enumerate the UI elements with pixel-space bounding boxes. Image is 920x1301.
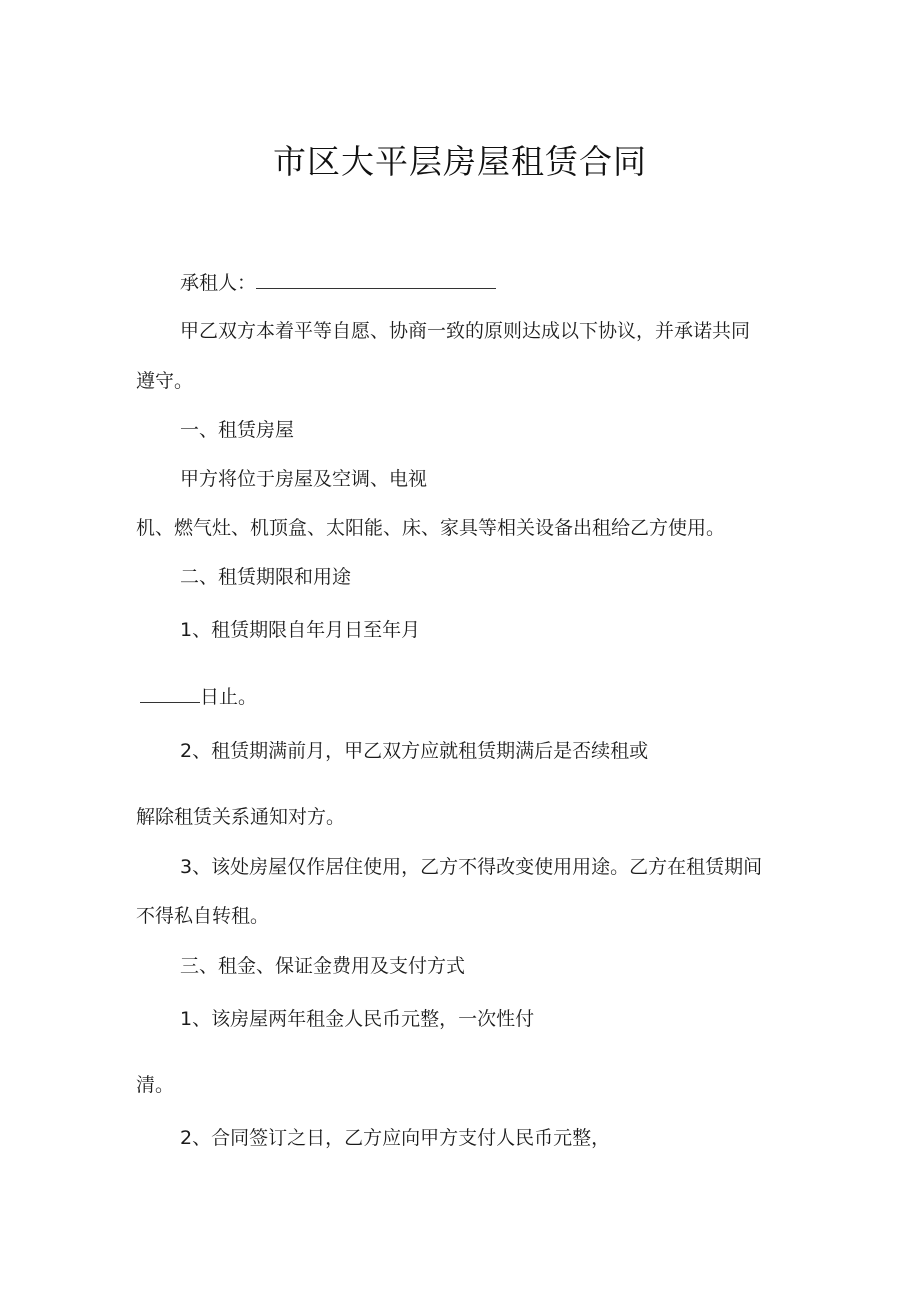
section-heading: 三、租金、保证金费用及支付方式 <box>180 955 466 977</box>
paragraph-line: 2、合同签订之日，乙方应向甲方支付人民币元整， <box>180 1127 611 1149</box>
date-blank <box>140 702 200 703</box>
paragraph-line: 3、该处房屋仅作居住使用，乙方不得改变使用用途。乙方在租赁期间 <box>180 856 763 878</box>
paragraph-line: 不得私自转租。 <box>136 905 270 927</box>
lessee-line <box>180 274 496 293</box>
section-heading: 一、租赁房屋 <box>180 419 295 441</box>
paragraph-line: 机、燃气灶、机顶盒、太阳能、床、家具等相关设备出租给乙方使用。 <box>136 517 726 539</box>
lessee-blank <box>256 288 496 289</box>
lessee-label: 承租人： <box>180 272 257 294</box>
date-end-text: 日止。 <box>200 686 258 708</box>
paragraph-line: 甲方将位于房屋及空调、电视 <box>180 468 428 490</box>
paragraph-line: 1、租赁期限自年月日至年月 <box>180 619 421 641</box>
section-heading: 二、租赁期限和用途 <box>180 566 352 588</box>
document-title: 市区大平层房屋租赁合同 <box>273 142 647 181</box>
paragraph-line: 甲乙双方本着平等自愿、协商一致的原则达成以下协议，并承诺共同 <box>180 320 751 342</box>
paragraph-line: 遵守。 <box>136 370 194 392</box>
paragraph-line: 解除租赁关系通知对方。 <box>136 806 346 828</box>
paragraph-line: 2、租赁期满前月，甲乙双方应就租赁期满后是否续租或 <box>180 740 649 762</box>
date-end-line <box>136 688 257 707</box>
paragraph-line: 清。 <box>136 1074 175 1096</box>
paragraph-line: 1、该房屋两年租金人民币元整，一次性付 <box>180 1008 535 1030</box>
